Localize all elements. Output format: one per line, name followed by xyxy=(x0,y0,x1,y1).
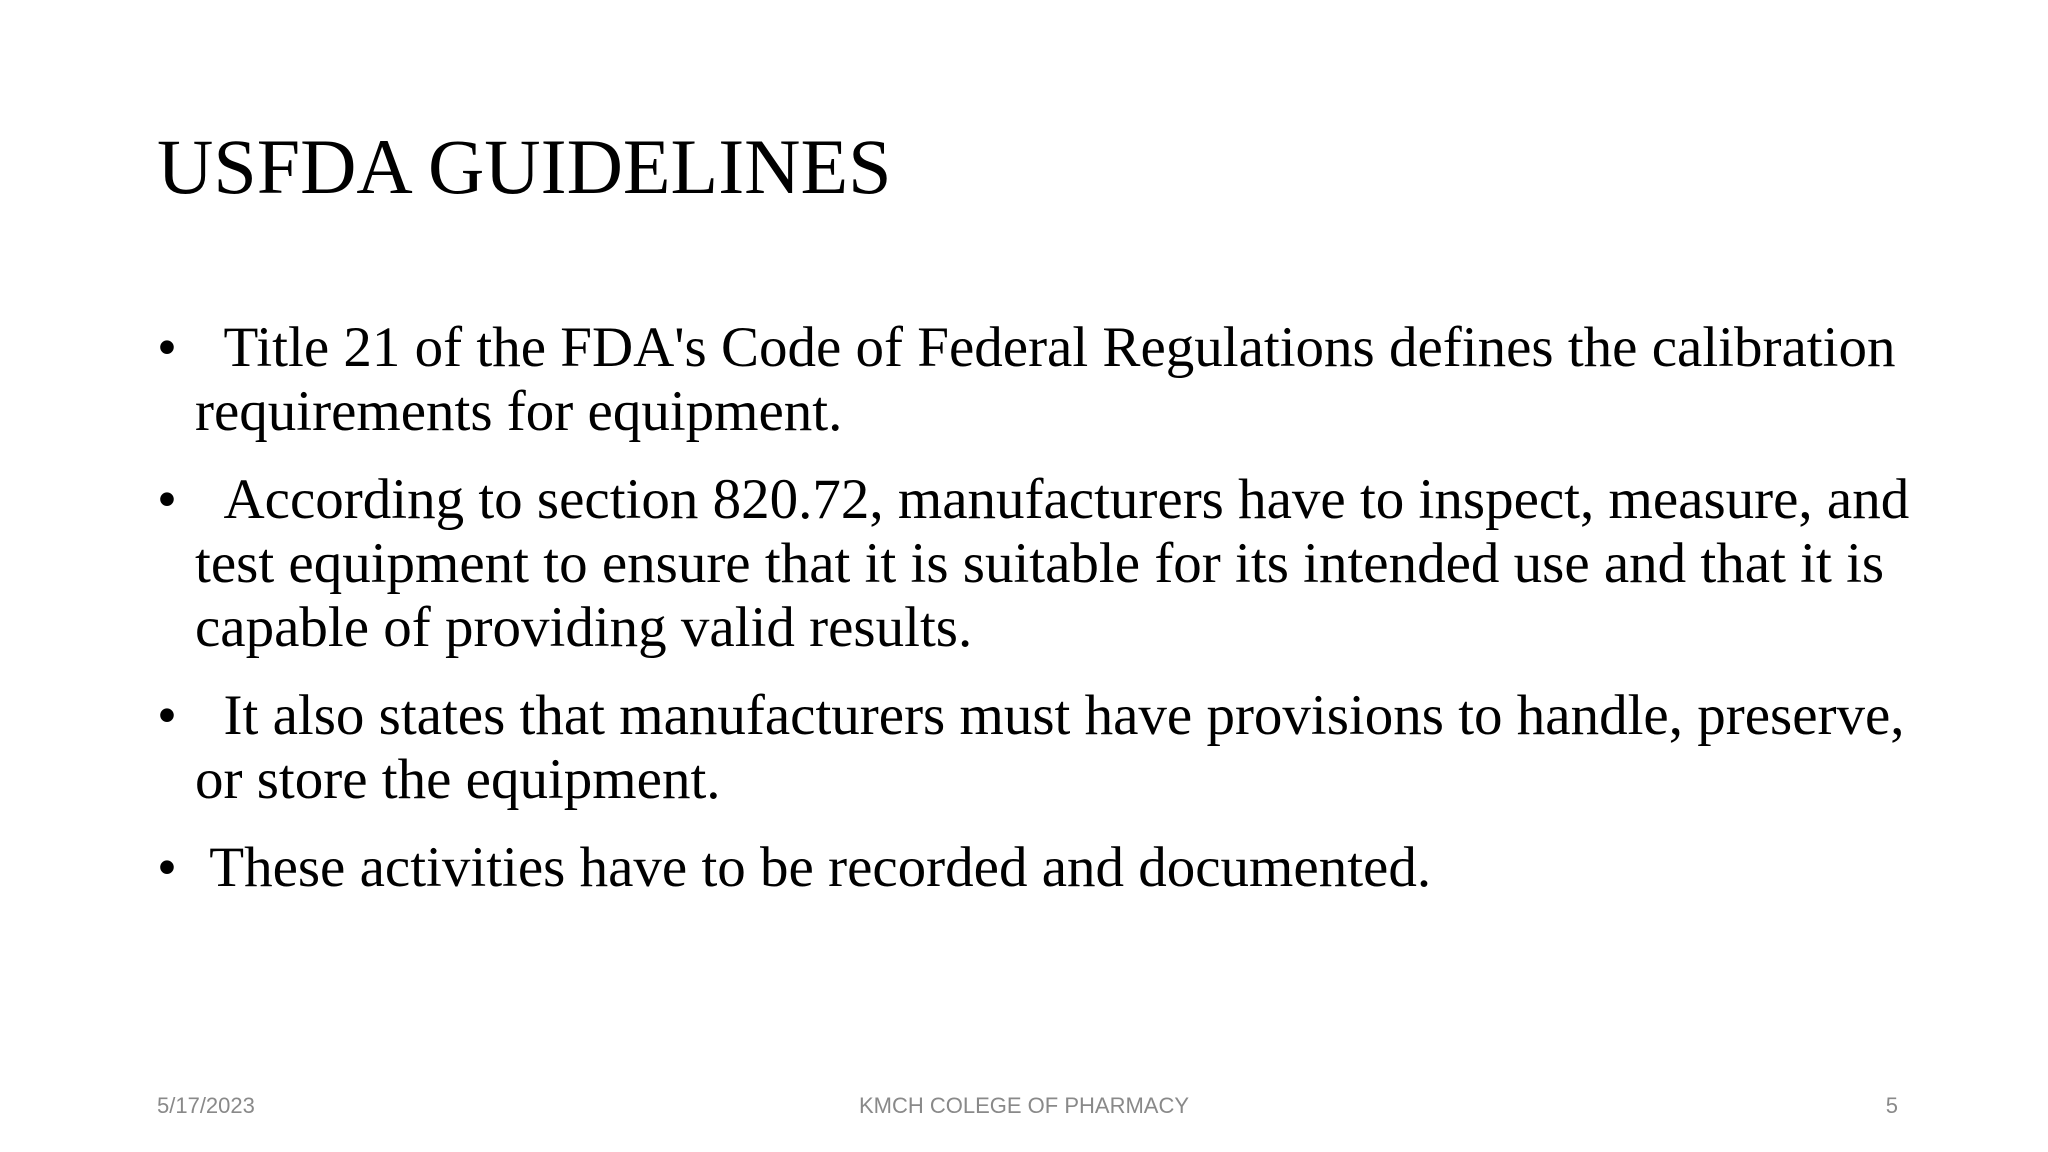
bullet-icon: • xyxy=(157,684,177,747)
bullet-item xyxy=(157,836,1917,900)
slide-title: USFDA GUIDELINES xyxy=(157,123,892,210)
bullet-icon: • xyxy=(157,836,177,899)
bullet-text: These activities have to be recorded and documented. xyxy=(195,836,1432,899)
bullet-icon: • xyxy=(157,468,177,531)
bullet-icon: • xyxy=(157,316,177,379)
footer-date: 5/17/2023 xyxy=(157,1093,255,1118)
bullet-item xyxy=(157,468,1924,660)
bullet-text: It also states that manufacturers must have provisions to handle, preserve, or store the equipment. xyxy=(195,684,1919,811)
bullet-item xyxy=(157,316,1917,444)
slide-number: 5 xyxy=(1885,1093,1898,1118)
bullet-item xyxy=(157,684,1917,812)
bullet-text: Title 21 of the FDA's Code of Federal Regulations defines the calibration requirements for equipment. xyxy=(195,316,1910,443)
footer-institution: KMCH COLEGE OF PHARMACY xyxy=(858,1093,1190,1118)
bullet-list xyxy=(157,316,1924,924)
bullet-text: According to section 820.72, manufacturers have to inspect, measure, and test equipment to ensure that it is suitable for its intended use and that it is capable of providing valid results. xyxy=(195,468,1924,659)
